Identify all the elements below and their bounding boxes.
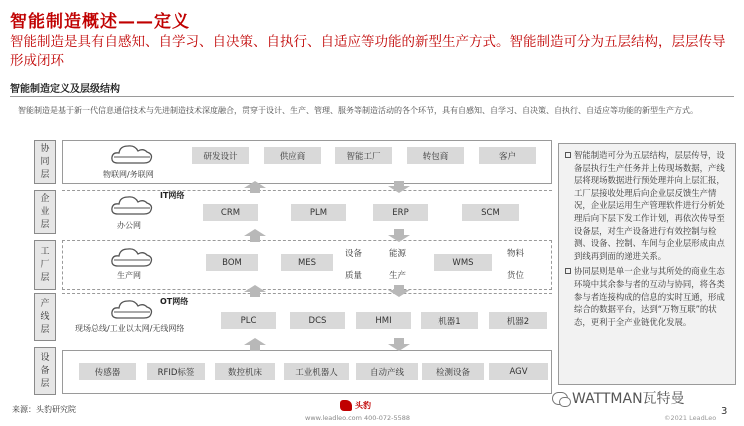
copyright: ©2021 LeadLeo: [664, 414, 717, 422]
enterprise-item: SCM: [462, 204, 519, 221]
brand-name: 头豹: [355, 401, 371, 410]
layer-label-enterprise: 企 业 层: [34, 190, 56, 234]
brand-logo: [340, 400, 371, 411]
materials-label: 物料: [507, 249, 525, 259]
enterprise-item: PLM: [291, 204, 346, 221]
line-network-label: 现场总线/工业以太网/无线网络: [75, 324, 185, 333]
energy-label: 能源: [389, 249, 407, 259]
arrow-up-icon: [244, 285, 266, 297]
collab-item: 转包商: [407, 147, 464, 164]
production-label: 生产: [389, 271, 407, 281]
cloud-icon: [110, 194, 154, 216]
device-item: RFID标签: [147, 363, 205, 380]
note-item: 协同层则是单一企业与其所处的商业生态环境中其余参与者的互动与协同，将各类参与者连接构成的信息的实时互通，形成综合的数据平台，达到“万物互联”的状态，更利于全产业链优化发展。: [565, 265, 729, 328]
arrow-down-icon: [388, 338, 410, 351]
watermark: [552, 388, 685, 408]
line-item: 机器2: [489, 312, 547, 329]
notes-panel: [558, 143, 736, 385]
device-item: 检测设备: [422, 363, 484, 380]
arrow-down-icon: [388, 285, 410, 297]
layer-label-factory: 工 厂 层: [34, 240, 56, 290]
device-item: 数控机床: [215, 363, 275, 380]
page-subtitle: 智能制造是具有自感知、自学习、自决策、自执行、自适应等功能的新型生产方式。智能制造可分为五层结构，层层传导形成闭环: [10, 34, 726, 69]
section-heading: 智能制造定义及层级结构: [10, 84, 120, 95]
page-title: 智能制造概述——定义: [10, 12, 190, 32]
factory-item: BOM: [206, 254, 258, 271]
factory-item: WMS: [434, 254, 492, 271]
cloud-icon: [110, 298, 154, 320]
line-item: 机器1: [421, 312, 478, 329]
page-number: 3: [721, 406, 728, 417]
layer-label-collab: 协 同 层: [34, 140, 56, 184]
line-item: PLC: [221, 312, 276, 329]
factory-network-label: 生产网: [117, 271, 141, 280]
arrow-down-icon: [388, 181, 410, 193]
device-item: 传感器: [79, 363, 136, 380]
line-item: HMI: [356, 312, 411, 329]
section-description: 智能制造是基于新一代信息通信技术与先进制造技术深度融合，贯穿于设计、生产、管理、服务等制造活动的各个环节，具有自感知、自学习、自决策、自执行、自适应等功能的新型生产方式。: [18, 106, 698, 115]
collab-item: 智能工厂: [335, 147, 392, 164]
quality-label: 质量: [345, 271, 363, 281]
footer-contact: www.leadleo.com 400-072-5588: [305, 414, 411, 422]
watermark-text: WATTMAN瓦特曼: [572, 391, 685, 407]
section-divider: [10, 96, 734, 97]
ot-network-tag: OT网络: [160, 297, 189, 306]
checkbox-bullet-icon: [565, 268, 571, 274]
factory-item: MES: [281, 254, 333, 271]
arrow-up-icon: [244, 181, 266, 193]
arrow-up-icon: [244, 229, 266, 242]
cloud-icon: [110, 246, 154, 268]
slots-label: 货位: [507, 271, 525, 281]
cloud-icon: [110, 143, 154, 165]
note-item: 智能制造可分为五层结构，层层传导，设备层执行生产任务并上传现场数据，产线层将现场数据进行预处理并向上层汇报，工厂层接收处理后向企业层反馈生产情况，企业层运用生产管理软件进行分析处理后向下层下发工作计划，再依次传导至设备层，对生产设备进行有效控制与检测、设备、控制、车间与企业层形成由点到线再到面的递进关系。: [565, 149, 729, 262]
collab-network-label: 物联网/务联网: [103, 170, 154, 179]
wechat-icon: [552, 392, 568, 405]
layer-label-line: 产 线 层: [34, 293, 56, 341]
collab-item: 研发设计: [192, 147, 249, 164]
equipment-label: 设备: [345, 249, 363, 259]
source-note: 来源：头豹研究院: [12, 405, 76, 414]
arrow-up-icon: [244, 338, 266, 351]
device-item: 自动产线: [356, 363, 418, 380]
enterprise-item: ERP: [373, 204, 428, 221]
device-item: 工业机器人: [284, 363, 349, 380]
leopard-icon: [340, 400, 352, 411]
layer-label-device: 设 备 层: [34, 347, 56, 395]
checkbox-bullet-icon: [565, 152, 571, 158]
collab-item: 供应商: [264, 147, 321, 164]
enterprise-item: CRM: [203, 204, 258, 221]
enterprise-network-label: 办公网: [117, 221, 141, 230]
it-network-tag: IT网络: [160, 191, 185, 200]
arrow-down-icon: [388, 229, 410, 242]
collab-item: 客户: [479, 147, 536, 164]
line-item: DCS: [290, 312, 345, 329]
device-item: AGV: [489, 363, 548, 380]
